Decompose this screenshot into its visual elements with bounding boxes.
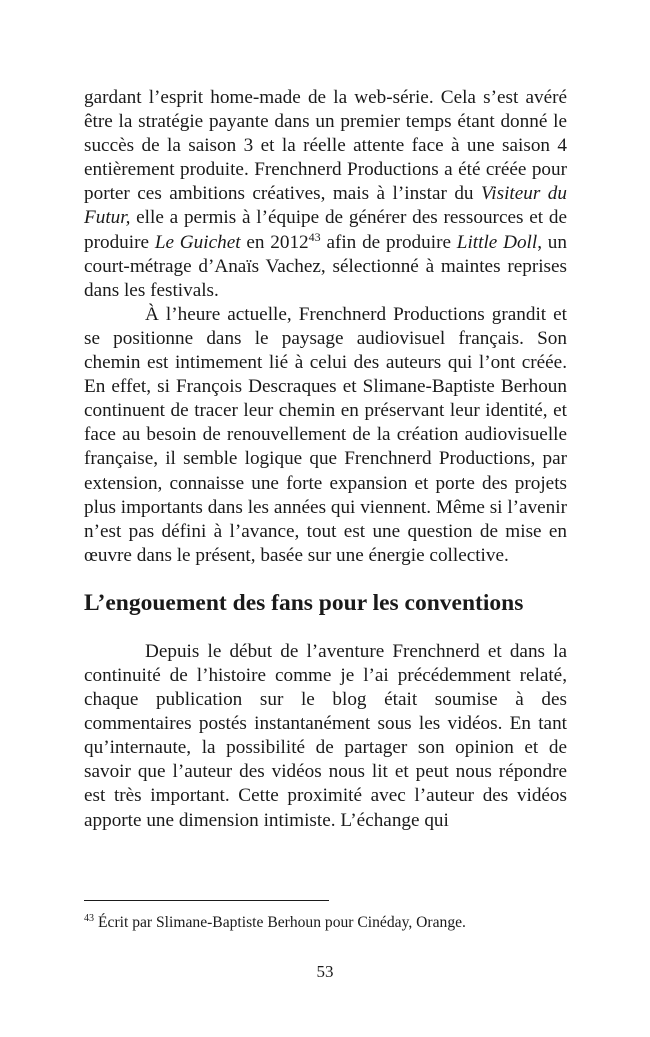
footnote-reference-43[interactable]: 43 (308, 229, 321, 244)
paragraph-1-text-e: , un court-métrage d’Anaïs Vachez, sélectionné à maintes reprises dans les festivals. (84, 231, 567, 301)
section-heading: L’engouement des fans pour les conventions (84, 589, 524, 616)
paragraph-1-text-d: afin de produire (320, 231, 457, 253)
paragraph-1-text-b: elle a permis à l’équipe de générer des ressources et de produire (84, 207, 567, 253)
paragraph-1 (84, 86, 567, 303)
paragraph-1-text-a: gardant l’esprit home-made de la web-série. Cela s’est avéré être la stratégie payante dans un premier temps étant donné le succès de la saison 3 et la réelle attente face à une saison 4 entièrement produite. Frenchnerd Productions a été créée pour porter ces ambitions créatives, mais à l’instar du (84, 87, 567, 205)
italic-title-le-guichet: Le Guichet (154, 231, 241, 253)
paragraph-3: Depuis le début de l’aventure Frenchnerd et dans la continuité de l’histoire comme je l’ai précédemment relaté, chaque publication sur le blog était soumise à des commentaires postés instantanément sous les vidéos. En tant qu’internaute, la possibilité de partager son opinion et de savoir que l’auteur des vidéos nous lit et peut nous répondre est très important. Cette proximité avec l’auteur des vidéos apporte une dimension intimiste. L’échange qui (84, 640, 567, 831)
paragraph-1-text-c: en 2012 (240, 231, 309, 253)
page-body (84, 86, 567, 833)
italic-title-visiteur-du-futur: Visiteur du Futur, (84, 183, 567, 229)
page-number: 53 (316, 962, 334, 981)
footnote-text: Écrit par Slimane-Baptiste Berhoun pour Cinéday, Orange. (98, 914, 466, 931)
footnote-divider (84, 900, 329, 901)
italic-title-little-doll: Little Doll (456, 231, 538, 253)
footnote-43 (84, 913, 567, 933)
footnote-marker: 43 (84, 913, 94, 924)
paragraph-2: À l’heure actuelle, Frenchnerd Productions grandit et se positionne dans le paysage audiovisuel français. Son chemin est intimement lié à celui des auteurs qui l’ont créée. En effet, si François Descraques et Slimane-Baptiste Berhoun continuent de tracer leur chemin en préservant leur identité, et face au besoin de renouvellement de la création audiovisuelle française, il semble logique que Frenchnerd Productions, par extension, connaisse une forte expansion et porte des projets plus importants dans les années qui viennent. Même si l’avenir n’est pas défini à l’avance, tout est une question de mise en œuvre dans le présent, basée sur une énergie collective. (84, 303, 567, 566)
